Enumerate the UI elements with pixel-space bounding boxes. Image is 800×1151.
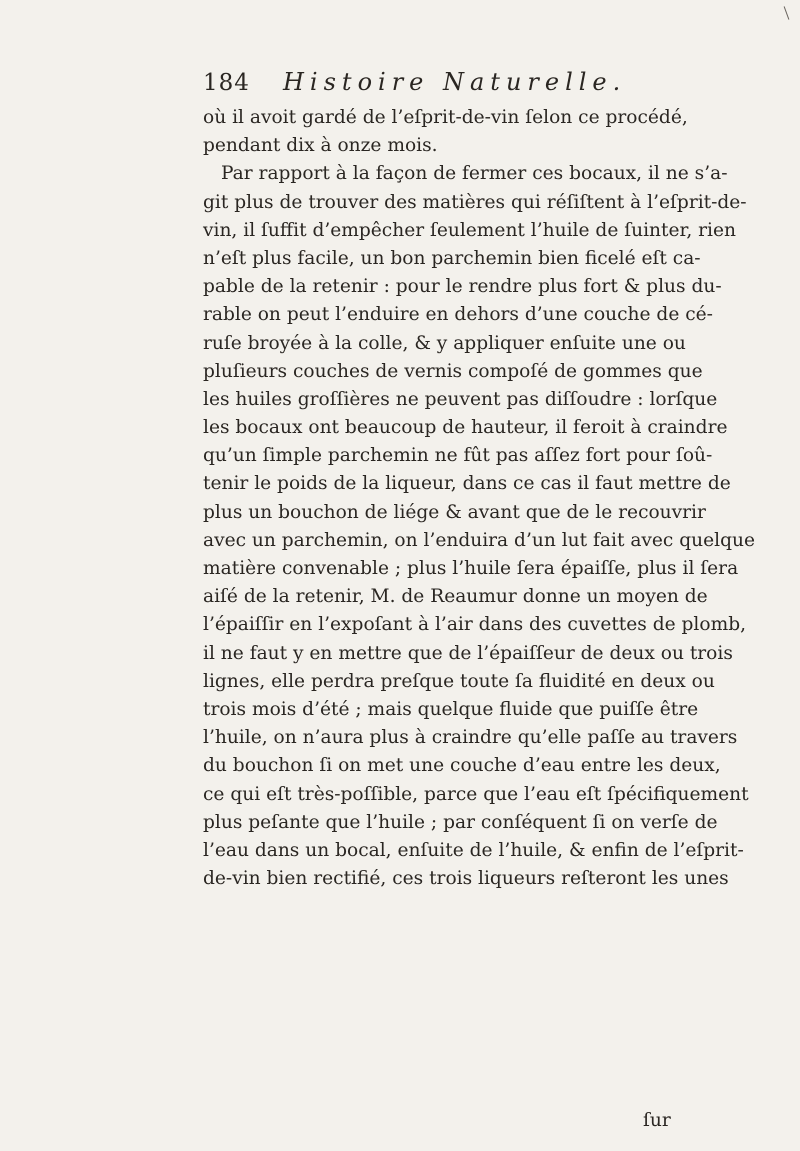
- text-line: les huiles groſſières ne peuvent pas diſſoudre : lorſque: [203, 388, 718, 410]
- page-header: [203, 70, 673, 102]
- text-line: n’eſt plus facile, un bon parchemin bien ficelé eſt ca-: [203, 247, 701, 269]
- page-number: 184: [203, 70, 250, 96]
- text-line: Par rapport à la façon de fermer ces bocaux, il ne s’a-: [221, 163, 728, 185]
- text-line: pendant dix à onze mois.: [203, 135, 438, 157]
- text-line: pluſieurs couches de vernis compoſé de gommes que: [203, 360, 703, 382]
- text-line: pable de la retenir : pour le rendre plus fort & plus du-: [203, 276, 722, 298]
- text-line: du bouchon ſi on met une couche d’eau entre les deux,: [203, 755, 721, 777]
- text-line: l’épaiſſir en l’expoſant à l’air dans des cuvettes de plomb,: [203, 614, 747, 636]
- text-line: lignes, elle perdra preſque toute ſa fluidité en deux ou: [203, 670, 715, 692]
- text-line: aiſé de la retenir, M. de Reaumur donne un moyen de: [203, 586, 708, 608]
- text-line: plus un bouchon de liége & avant que de le recouvrir: [203, 501, 706, 523]
- text-line: qu’un ſimple parchemin ne fût pas aſſez fort pour ſoû-: [203, 445, 713, 467]
- text-line: vin, il ſuffit d’empêcher ſeulement l’huile de ſuinter, rien: [203, 219, 736, 241]
- text-line: plus peſante que l’huile ; par conſéquent ſi on verſe de: [203, 811, 718, 833]
- text-line: l’eau dans un bocal, enſuite de l’huile, & enfin de l’eſprit-: [203, 839, 744, 861]
- text-line: les bocaux ont beaucoup de hauteur, il feroit à craindre: [203, 417, 728, 439]
- text-line: l’huile, on n’aura plus à craindre qu’elle paſſe au travers: [203, 727, 738, 749]
- text-line: trois mois d’été ; mais quelque fluide que puiſſe être: [203, 698, 699, 720]
- text-line: matière convenable ; plus l’huile ſera épaiſſe, plus il ſera: [203, 558, 739, 579]
- text-line: où il avoit gardé de l’eſprit-de-vin ſelon ce procédé,: [203, 107, 688, 128]
- text-line: rable on peut l’enduire en dehors d’une couche de cé-: [203, 304, 713, 326]
- text-line: de-vin bien rectifié, ces trois liqueurs reſteront les unes: [203, 868, 729, 890]
- text-line: ruſe broyée à la colle, & y appliquer enſuite une ou: [203, 332, 686, 354]
- text-line: avec un parchemin, on l’enduira d’un lut fait avec quelque: [203, 529, 755, 551]
- catchword: ſur: [643, 1110, 671, 1131]
- text-line: il ne faut y en mettre que de l’épaiſſeur de deux ou trois: [203, 642, 733, 664]
- text-line: git plus de trouver des matières qui réſiſtent à l’eſprit-de-: [203, 191, 747, 213]
- scan-mark: [784, 6, 790, 19]
- text-line: ce qui eſt très-poſſible, parce que l’eau eſt ſpécifiquement: [203, 783, 749, 805]
- running-title: Histoire Naturelle.: [283, 68, 627, 96]
- text-line: tenir le poids de la liqueur, dans ce cas il faut mettre de: [203, 473, 731, 495]
- body-text: [203, 104, 755, 893]
